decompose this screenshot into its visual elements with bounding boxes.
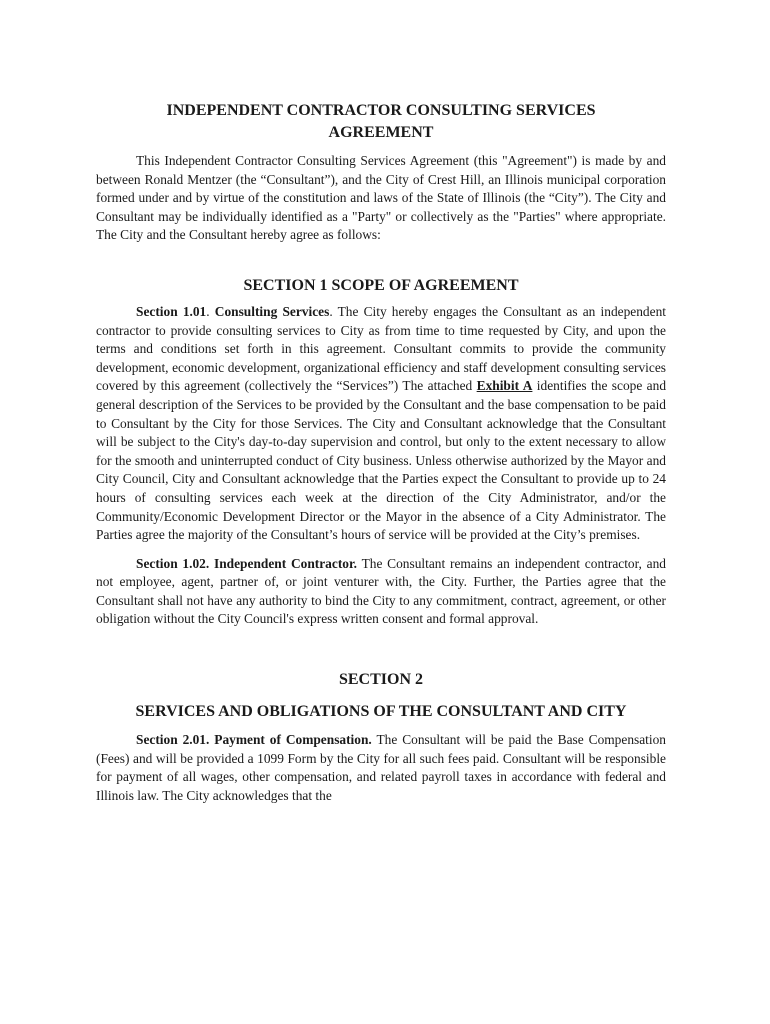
- title-line-2: AGREEMENT: [328, 124, 434, 141]
- section-2-01-label: Section 2.01. Payment of Compensation.: [136, 732, 372, 748]
- section-1-heading: SECTION 1 SCOPE OF AGREEMENT: [243, 276, 519, 294]
- section-1-02-label: Section 1.02. Independent Contractor.: [136, 555, 358, 571]
- section-1-01-text-a: . The City hereby engages the Consultant as an independent contractor to provide consulting services to City as from time to time requested by City, and upon the terms and conditions set forth in this agreement. Consultant commits to provide the community development, economic development, organizational efficiency and staff development consulting services covered by this agreement (collectively the “Services”) The attached: [96, 303, 666, 394]
- section-1-01-text-b: identifies the scope and general description of the Services to be provided by the Consultant and the base compensation to be paid to Consultant by the City for those Services. The City and Consultant acknowledge that the Consultant will be subject to the City's day-to-day supervision and control, but only to the extent necessary to allow for the smooth and uninterrupted conduct of City business. Unless otherwise authorized by the Mayor and City Council, City and Consultant acknowledge that the Parties expect the Consultant to provide up to 24 hours of consulting services each week at the direction of the City Administrator, and/or the Community/Economic Development Director or the Mayor in the absence of a City Administrator. The Parties agree the majority of the Consultant’s hours of service will be provided at the City’s premises.: [96, 378, 667, 543]
- section-2-01-paragraph: [96, 731, 666, 805]
- section-1-02-paragraph: [96, 555, 666, 629]
- section-2-heading: SECTION 2: [338, 671, 424, 689]
- document-page: [96, 100, 666, 805]
- exhibit-a-reference: Exhibit A: [476, 378, 533, 394]
- section-1-01-paragraph: [96, 303, 666, 545]
- document-title: [96, 100, 666, 144]
- section-1-01-separator: .: [206, 303, 215, 319]
- section-2-01-text: The Consultant will be paid the Base Compensation (Fees) and will be provided a 1099 Form by the City for all such fees paid. Consultant will be responsible for payment of all wages, other compensation, and related payroll taxes in accordance with federal and Illinois law. The City acknowledges that the: [96, 732, 666, 803]
- section-1-02-text: The Consultant remains an independent contractor, and not employee, agent, partner of, or joint venturer with, the City. Further, the Parties agree that the Consultant shall not have any authority to bind the City to any commitment, contract, agreement, or other obligation without the City Council's express written consent and formal approval.: [96, 555, 667, 627]
- intro-paragraph: This Independent Contractor Consulting Services Agreement (this "Agreement") is made by and between Ronald Mentzer (the “Consultant”), and the City of Crest Hill, an Illinois municipal corporation formed under and by virtue of the constitution and laws of the State of Illinois (the “City”). The City and Consultant may be individually identified as a "Party" or collectively as the "Parties" where appropriate. The City and the Consultant hereby agree as follows:: [96, 153, 666, 243]
- section-1-01-label: Section 1.01: [136, 303, 207, 319]
- section-1-01-title: Consulting Services: [214, 303, 330, 319]
- title-line-1: INDEPENDENT CONTRACTOR CONSULTING SERVICES: [166, 102, 596, 119]
- section-2-subheading: SERVICES AND OBLIGATIONS OF THE CONSULTANT AND CITY: [135, 703, 627, 721]
